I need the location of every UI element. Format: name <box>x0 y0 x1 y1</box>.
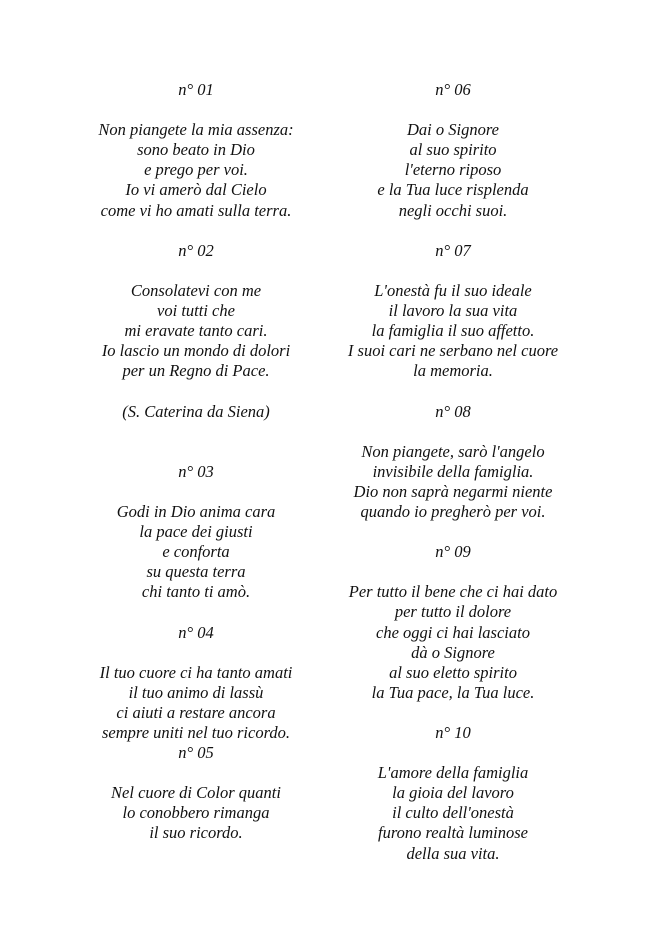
verse-line: la famiglia il suo affetto. <box>371 321 535 341</box>
verse-number: n° 08 <box>435 401 471 421</box>
spacer <box>46 643 346 663</box>
spacer <box>46 602 346 622</box>
verse-line: L'onestà fu il suo ideale <box>374 280 532 300</box>
spacer <box>46 100 346 120</box>
verse-line: della sua vita. <box>406 843 500 863</box>
verse-number: n° 06 <box>435 80 471 99</box>
spacer <box>303 422 603 442</box>
verse-line: negli occhi suoi. <box>398 200 508 220</box>
verse-line: Per tutto il bene che ci hai dato <box>348 582 558 602</box>
verse-number: n° 09 <box>435 542 471 562</box>
spacer <box>46 763 346 783</box>
verse-line: per un Regno di Pace. <box>122 361 270 381</box>
spacer <box>303 261 603 281</box>
verse-line: Godi in Dio anima cara <box>116 501 276 521</box>
verse-line: la pace dei giusti <box>139 522 253 542</box>
verse-number: n° 02 <box>178 240 214 260</box>
spacer <box>46 381 346 401</box>
spacer <box>303 100 603 120</box>
verse-number: n° 05 <box>178 743 214 763</box>
verse-line: Non piangete, sarò l'angelo <box>361 441 545 461</box>
verse-line: al suo spirito <box>409 140 497 160</box>
verse-line: il culto dell'onestà <box>392 803 514 823</box>
verse-line: e prego per voi. <box>144 160 248 180</box>
verse-line: il tuo animo di lassù <box>128 682 264 702</box>
spacer <box>303 522 603 542</box>
spacer <box>303 562 603 582</box>
verse-line: voi tutti che <box>157 301 235 321</box>
spacer <box>46 422 346 442</box>
spacer <box>46 442 346 462</box>
verse-line: lo conobbero rimanga <box>122 803 270 823</box>
spacer <box>303 703 603 723</box>
verse-line: la memoria. <box>413 361 493 381</box>
verse-line: sono beato in Dio <box>137 140 255 160</box>
spacer <box>46 482 346 502</box>
verse-line: Non piangete la mia assenza: <box>98 120 294 140</box>
verse-line: I suoi cari ne serbano nel cuore <box>347 341 559 361</box>
verse-line: quando io pregherò per voi. <box>360 501 546 521</box>
verse-number: n° 03 <box>178 461 214 481</box>
verse-line: la gioia del lavoro <box>392 783 514 803</box>
verse-line: furono realtà luminose <box>377 823 529 843</box>
verse-line: Io vi amerò dal Cielo <box>125 180 267 200</box>
spacer <box>303 381 603 401</box>
spacer <box>46 221 346 241</box>
verse-number: n° 10 <box>435 723 471 742</box>
verse-number: n° 01 <box>178 80 214 99</box>
spacer <box>46 261 346 281</box>
spacer <box>303 743 603 763</box>
right-column <box>303 80 603 864</box>
verse-line: la Tua pace, la Tua luce. <box>371 682 535 702</box>
verse-line: l'eterno riposo <box>404 160 502 180</box>
left-column <box>46 80 346 844</box>
verse-line: come vi ho amati sulla terra. <box>100 200 292 220</box>
verse-line: Dio non saprà negarmi niente <box>353 481 553 501</box>
verse-line: invisibile della famiglia. <box>372 461 534 481</box>
verse-attribution: (S. Caterina da Siena) <box>122 401 270 421</box>
verse-line: sempre uniti nel tuo ricordo. <box>101 723 291 742</box>
verse-line: Il tuo cuore ci ha tanto amati <box>99 662 293 682</box>
verse-line: ci aiuti a restare ancora <box>116 702 276 722</box>
verse-line: Io lascio un mondo di dolori <box>101 341 291 361</box>
verse-line: e la Tua luce risplenda <box>377 180 529 200</box>
verse-line: Consolatevi con me <box>130 280 262 300</box>
verse-line: su questa terra <box>146 562 246 582</box>
verse-line: L'amore della famiglia <box>377 763 529 783</box>
spacer <box>303 221 603 241</box>
verse-line: che oggi ci hai lasciato <box>376 622 530 642</box>
verse-line: il suo ricordo. <box>149 823 243 843</box>
verse-line: dà o Signore <box>411 642 495 662</box>
verse-line: il lavoro la sua vita <box>388 301 518 321</box>
verse-line: e conforta <box>162 542 230 562</box>
verse-number: n° 04 <box>178 622 214 642</box>
verse-line: per tutto il dolore <box>394 602 512 622</box>
verse-line: mi eravate tanto cari. <box>124 321 268 341</box>
verse-line: chi tanto ti amò. <box>141 582 251 602</box>
verse-line: al suo eletto spirito <box>389 662 517 682</box>
verse-line: Dai o Signore <box>407 120 499 140</box>
verse-line: Nel cuore di Color quanti <box>111 783 281 803</box>
verse-number: n° 07 <box>435 240 471 260</box>
